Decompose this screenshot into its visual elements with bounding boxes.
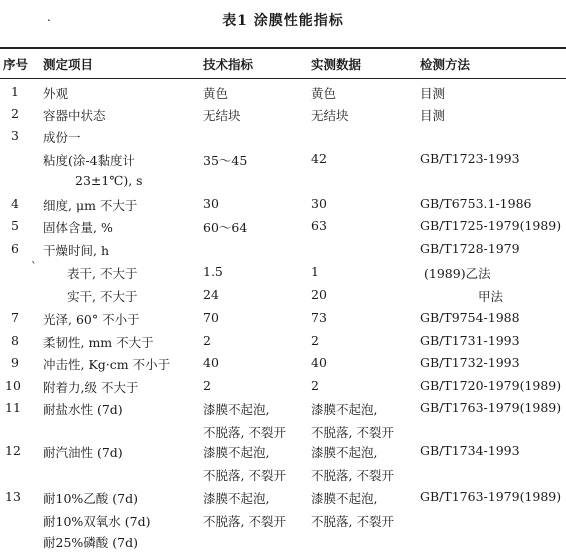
row-no: 13 — [5, 489, 21, 504]
row-item: 23±1℃), s — [75, 173, 143, 188]
table-row — [0, 84, 566, 104]
table-title: 表1 涂膜性能指标 — [222, 13, 344, 29]
row-method: GB/T1763-1979(1989) — [420, 400, 562, 415]
row-method: GB/T1725-1979(1989) — [420, 218, 562, 233]
row-item: 耐汽油性 (7d) — [43, 445, 123, 460]
row-no: 11 — [5, 400, 21, 415]
row-measured: 73 — [311, 310, 327, 325]
row-measured: 无结块 — [311, 108, 349, 123]
table-row — [0, 218, 566, 238]
row-method: (1989)乙法 — [424, 266, 491, 281]
row-no: 10 — [5, 378, 21, 393]
row-measured: 漆膜不起泡, — [311, 445, 378, 460]
table-row — [0, 355, 566, 375]
row-no: 7 — [11, 310, 19, 325]
row-item: 附着力,级 不大于 — [43, 380, 139, 395]
row-measured: 漆膜不起泡, — [311, 491, 378, 506]
row-no: 4 — [11, 196, 19, 211]
row-item: 耐10%双氧水 (7d) — [43, 514, 151, 529]
table-row — [0, 196, 566, 216]
table-row — [0, 333, 566, 353]
row-measured: 20 — [311, 287, 327, 302]
row-item: 光泽, 60° 不小于 — [43, 312, 140, 327]
row-no: 6 — [11, 241, 19, 256]
row-spec: 不脱落, 不裂开 — [203, 425, 286, 440]
row-spec: 漆膜不起泡, — [203, 491, 270, 506]
stray-mark: . — [47, 10, 51, 24]
row-spec: 1.5 — [203, 264, 223, 279]
row-measured: 不脱落, 不裂开 — [311, 425, 394, 440]
row-no: 9 — [11, 355, 19, 370]
row-item: 干燥时间, h — [43, 243, 109, 258]
table-row — [0, 128, 566, 148]
table-row — [0, 466, 566, 486]
top-rule — [0, 47, 566, 49]
row-no: 1 — [11, 84, 19, 99]
header-measured: 实测数据 — [311, 57, 362, 72]
row-item: 粘度(涂-4黏度计 — [43, 153, 136, 168]
row-item: 表干, 不大于 — [67, 266, 138, 281]
row-spec: 60～64 — [203, 220, 248, 235]
row-spec: 35～45 — [203, 153, 248, 168]
row-spec: 30 — [203, 196, 219, 211]
row-no: 12 — [5, 443, 21, 458]
row-method: GB/T1728-1979 — [420, 241, 520, 256]
row-spec: 2 — [203, 333, 211, 348]
row-measured: 黄色 — [311, 86, 337, 101]
row-spec: 2 — [203, 378, 211, 393]
row-item: 成份一 — [43, 130, 81, 145]
row-no: 5 — [11, 218, 19, 233]
table-header — [0, 55, 566, 75]
table-row — [0, 151, 566, 171]
row-item: 容器中状态 — [43, 108, 106, 123]
row-method: 目测 — [420, 108, 446, 123]
row-item: 实干, 不大于 — [67, 289, 138, 304]
header-spec: 技术指标 — [203, 57, 254, 72]
row-method: 目测 — [420, 86, 446, 101]
header-rule — [0, 78, 566, 79]
row-spec: 不脱落, 不裂开 — [203, 468, 286, 483]
row-method: 甲法 — [478, 289, 504, 304]
table-row — [0, 512, 566, 532]
table-row — [0, 423, 566, 443]
row-spec: 40 — [203, 355, 219, 370]
row-item: 耐25%磷酸 (7d) — [43, 535, 138, 550]
row-measured: 40 — [311, 355, 327, 370]
row-measured: 漆膜不起泡, — [311, 402, 378, 417]
row-method: GB/T6753.1-1986 — [420, 196, 532, 211]
header-item: 测定项目 — [43, 57, 94, 72]
row-measured: 42 — [311, 151, 327, 166]
row-item: 固体含量, % — [43, 220, 113, 235]
row-spec: 漆膜不起泡, — [203, 402, 270, 417]
table-row — [0, 310, 566, 330]
table-row — [0, 264, 566, 284]
row-measured: 不脱落, 不裂开 — [311, 514, 394, 529]
table-row — [0, 400, 566, 420]
table-row — [0, 241, 566, 261]
row-item: 柔韧性, mm 不大于 — [43, 335, 154, 350]
table-row — [0, 106, 566, 126]
header-method: 检测方法 — [420, 57, 471, 72]
row-method: GB/T1763-1979(1989) — [420, 489, 562, 504]
row-measured: 2 — [311, 378, 319, 393]
row-method: GB/T1732-1993 — [420, 355, 520, 370]
row-item: 细度, μm 不大于 — [43, 198, 138, 213]
row-measured: 2 — [311, 333, 319, 348]
table-row — [0, 287, 566, 307]
row-item: 耐盐水性 (7d) — [43, 402, 123, 417]
row-measured: 1 — [311, 264, 319, 279]
row-no: 8 — [11, 333, 19, 348]
row-item: 外观 — [43, 86, 69, 101]
row-method: GB/T1723-1993 — [420, 151, 520, 166]
row-method: GB/T1731-1993 — [420, 333, 520, 348]
row-no: 2 — [11, 106, 19, 121]
table-row — [0, 489, 566, 509]
row-no: 3 — [11, 128, 19, 143]
row-measured: 不脱落, 不裂开 — [311, 468, 394, 483]
row-method: GB/T1734-1993 — [420, 443, 520, 458]
row-method: GB/T1720-1979(1989) — [420, 378, 562, 393]
table-row — [0, 378, 566, 398]
row-measured: 63 — [311, 218, 327, 233]
header-no: 序号 — [3, 57, 29, 72]
row-spec: 70 — [203, 310, 219, 325]
row-item: 耐10%乙酸 (7d) — [43, 491, 138, 506]
row-measured: 30 — [311, 196, 327, 211]
row-spec: 24 — [203, 287, 219, 302]
table-row — [0, 173, 566, 193]
table-row — [0, 443, 566, 463]
row-spec: 黄色 — [203, 86, 229, 101]
row-spec: 无结块 — [203, 108, 241, 123]
row-spec: 不脱落, 不裂开 — [203, 514, 286, 529]
table-row — [0, 533, 566, 553]
row-method: GB/T9754-1988 — [420, 310, 520, 325]
row-spec: 漆膜不起泡, — [203, 445, 270, 460]
stray-mark: ` — [31, 260, 37, 274]
row-item: 冲击性, Kg·cm 不小于 — [43, 357, 171, 372]
